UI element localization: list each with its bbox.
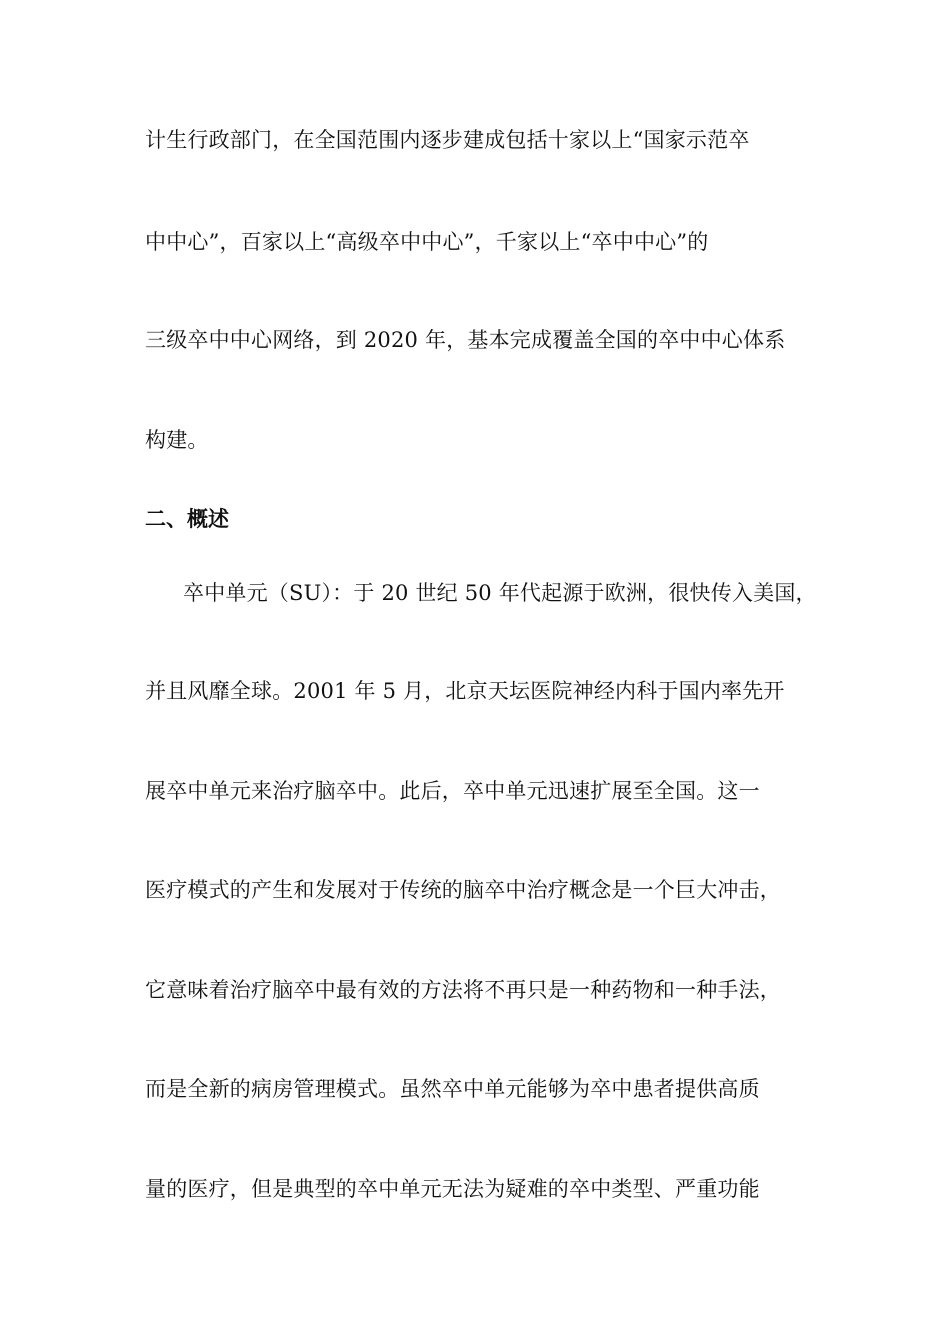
paragraph-line: 它意味着治疗脑卒中最有效的方法将不再只是一种药物和一种手法，	[145, 978, 781, 1002]
paragraph-line: 并且风靡全球。2001 年 5 月，北京天坛医院神经内科于国内率先开	[145, 679, 785, 703]
section-heading: 二、概述	[145, 507, 229, 531]
paragraph-line: 构建。	[145, 428, 209, 452]
paragraph-line: 量的医疗，但是典型的卒中单元无法为疑难的卒中类型、严重功能	[145, 1177, 760, 1201]
paragraph-line: 而是全新的病房管理模式。虽然卒中单元能够为卒中患者提供高质	[145, 1077, 760, 1101]
paragraph-line: 医疗模式的产生和发展对于传统的脑卒中治疗概念是一个巨大冲击，	[145, 878, 781, 902]
paragraph-line: 中中心”，百家以上“高级卒中中心”，千家以上“卒中中心”的	[145, 230, 709, 254]
paragraph-line: 卒中单元（SU）：于 20 世纪 50 年代起源于欧洲，很快传入美国，	[183, 581, 817, 605]
paragraph-line: 展卒中单元来治疗脑卒中。此后，卒中单元迅速扩展至全国。这一	[145, 779, 760, 803]
paragraph-line: 三级卒中中心网络，到 2020 年，基本完成覆盖全国的卒中中心体系	[145, 328, 786, 352]
paragraph-line: 计生行政部门，在全国范围内逐步建成包括十家以上“国家示范卒	[145, 128, 750, 152]
